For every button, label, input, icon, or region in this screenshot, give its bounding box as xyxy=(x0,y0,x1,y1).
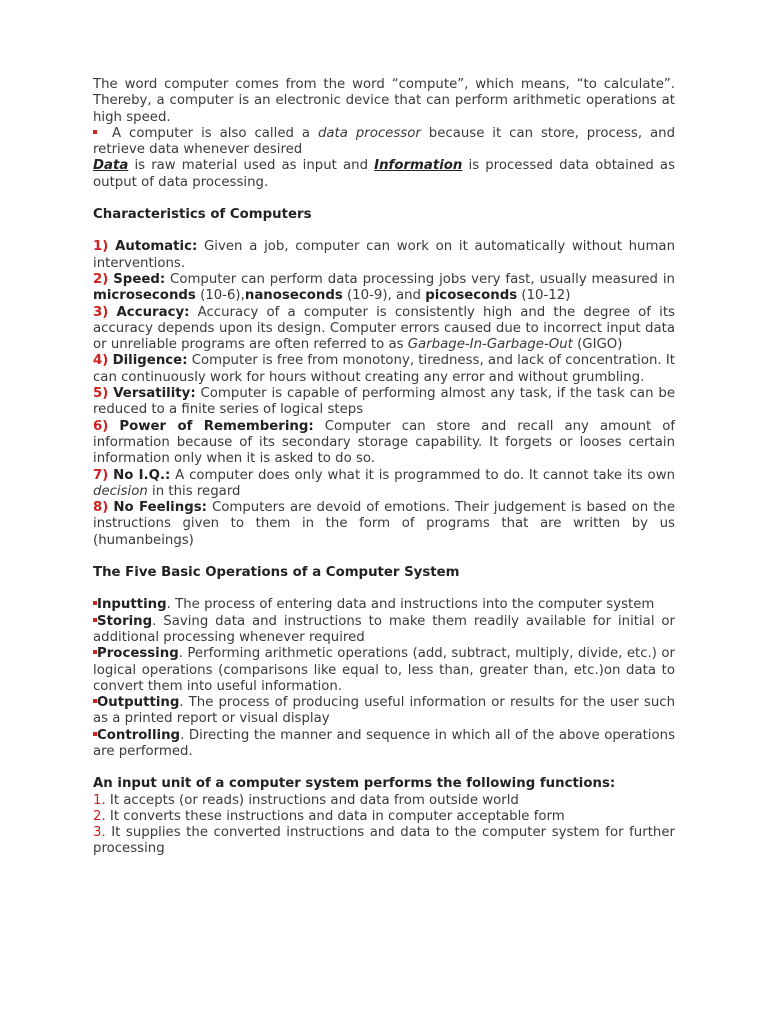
bullet-square-icon xyxy=(93,699,97,703)
operations-heading: The Five Basic Operations of a Computer System xyxy=(93,565,460,581)
bullet-square-icon xyxy=(93,130,97,134)
characteristic-item: 7) No I.Q.: A computer does only what it is programmed to do. It cannot take its own decision in this regard xyxy=(93,467,675,499)
operation-item: Processing. Performing arithmetic operations (add, subtract, multiply, divide, etc.) or logical operations (comparisons like equal to, less than, greater than, etc.)on data to convert them into useful information. xyxy=(93,646,675,694)
information-term: Information xyxy=(374,158,463,174)
characteristic-item: 3) Accuracy: Accuracy of a computer is consistently high and the degree of its accuracy depends upon its design. Computer errors caused due to incorrect input data or unreliable programs are often referred to as Garbage-In-Garbage-Out (GIGO) xyxy=(93,304,675,353)
document-page xyxy=(93,77,675,858)
bullet-square-icon xyxy=(93,601,97,605)
characteristic-item: 2) Speed: Computer can perform data processing jobs very fast, usually measured in microseconds (10-6),nanoseconds (10-9), and picoseconds (10-12) xyxy=(93,271,675,304)
operation-item: Outputting. The process of producing useful information or results for the user such as a printed report or visual display xyxy=(93,695,675,727)
input-unit-item: 1. It accepts (or reads) instructions and data from outside world xyxy=(93,792,519,808)
operation-item: Storing. Saving data and instructions to make them readily available for initial or additional processing whenever required xyxy=(93,613,675,645)
operation-item: Inputting. The process of entering data and instructions into the computer system xyxy=(93,597,675,613)
data-information-definition: Data is raw material used as input and Information is processed data obtained as output of data processing. xyxy=(93,158,675,190)
bullet-square-icon xyxy=(93,732,97,736)
bullet-square-icon xyxy=(93,618,97,622)
characteristic-item: 5) Versatility: Computer is capable of performing almost any task, if the task can be reduced to a finite series of logical steps xyxy=(93,386,675,418)
operation-item: Controlling. Directing the manner and sequence in which all of the above operations are performed. xyxy=(93,727,675,759)
input-unit-heading: An input unit of a computer system performs the following functions: xyxy=(93,776,616,792)
characteristic-item: 1) Automatic: Given a job, computer can work on it automatically without human interventions. xyxy=(93,239,676,271)
data-processor-bullet: A computer is also called a data processor because it can store, process, and retrieve data whenever desired xyxy=(93,125,676,158)
input-unit-item: 3. It supplies the converted instructions and data to the computer system for further processing xyxy=(93,825,675,857)
characteristic-item: 8) No Feelings: Computers are devoid of emotions. Their judgement is based on the instructions given to them in the form of programs that are written by us (humanbeings) xyxy=(93,500,675,548)
input-unit-item: 2. It converts these instructions and data in computer acceptable form xyxy=(93,808,565,824)
characteristics-heading: Characteristics of Computers xyxy=(93,207,312,223)
data-term: Data xyxy=(93,158,129,174)
intro-paragraph: The word computer comes from the word “compute”, which means, “to calculate”. Thereby, a computer is an electronic device that can perform arithmetic operations at high speed. xyxy=(93,77,675,125)
characteristic-item: 6) Power of Remembering: Computer can store and recall any amount of information because of its secondary storage capability. It forgets or looses certain information only when it is asked to do so. xyxy=(93,418,676,467)
bullet-square-icon xyxy=(93,650,97,654)
characteristic-item: 4) Diligence: Computer is free from monotony, tiredness, and lack of concentration. It can continuously work for hours without creating any error and without grumbling. xyxy=(93,353,675,385)
